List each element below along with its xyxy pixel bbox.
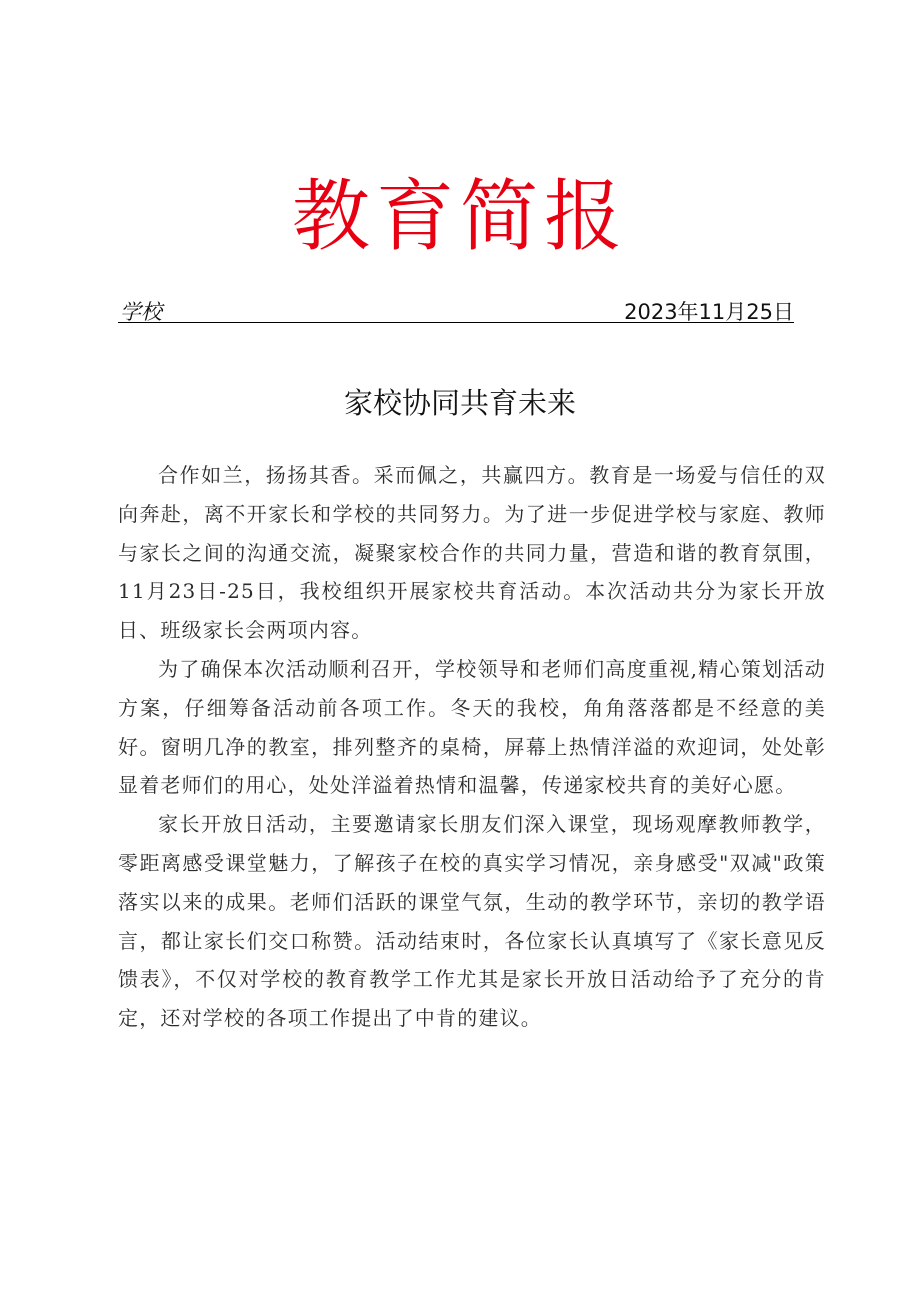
- issue-date: 2023年11月25日: [624, 300, 794, 324]
- header-meta-line: [118, 296, 794, 323]
- article-paragraph: 为了确保本次活动顺利召开，学校领导和老师们高度重视,精心策划活动方案，仔细筹备活动前各项工作。冬天的我校，角角落落都是不经意的美好。窗明几净的教室，排列整齐的桌椅，屏幕上热情洋溢的欢迎词，处处彰显着老师们的用心，处处洋溢着热情和温馨，传递家校共育的美好心愿。: [118, 656, 826, 798]
- article-paragraph: 合作如兰，扬扬其香。采而佩之，共赢四方。教育是一场爱与信任的双向奔赴，离不开家长和学校的共同努力。为了进一步促进学校与家庭、教师与家长之间的沟通交流，凝聚家校合作的共同力量，营造和谐的教育氛围，11月23日-25日，我校组织开展家校共育活动。本次活动共分为家长开放日、班级家长会两项内容。: [118, 463, 826, 643]
- school-label: 学校: [120, 300, 162, 324]
- article-title: 家校协同共育未来: [343, 386, 576, 420]
- newsletter-masthead: 教育简报: [291, 172, 628, 262]
- article-paragraph: 家长开放日活动，主要邀请家长朋友们深入课堂，现场观摩教师教学，零距离感受课堂魅力，了解孩子在校的真实学习情况，亲身感受"双减"政策落实以来的成果。老师们活跃的课堂气氛，生动的教学环节，亲切的教学语言，都让家长们交口称赞。活动结束时，各位家长认真填写了《家长意见反馈表》，不仅对学校的教育教学工作尤其是家长开放日活动给予了充分的肯定，还对学校的各项工作提出了中肯的建议。: [118, 812, 826, 1031]
- article-body: [118, 456, 826, 1038]
